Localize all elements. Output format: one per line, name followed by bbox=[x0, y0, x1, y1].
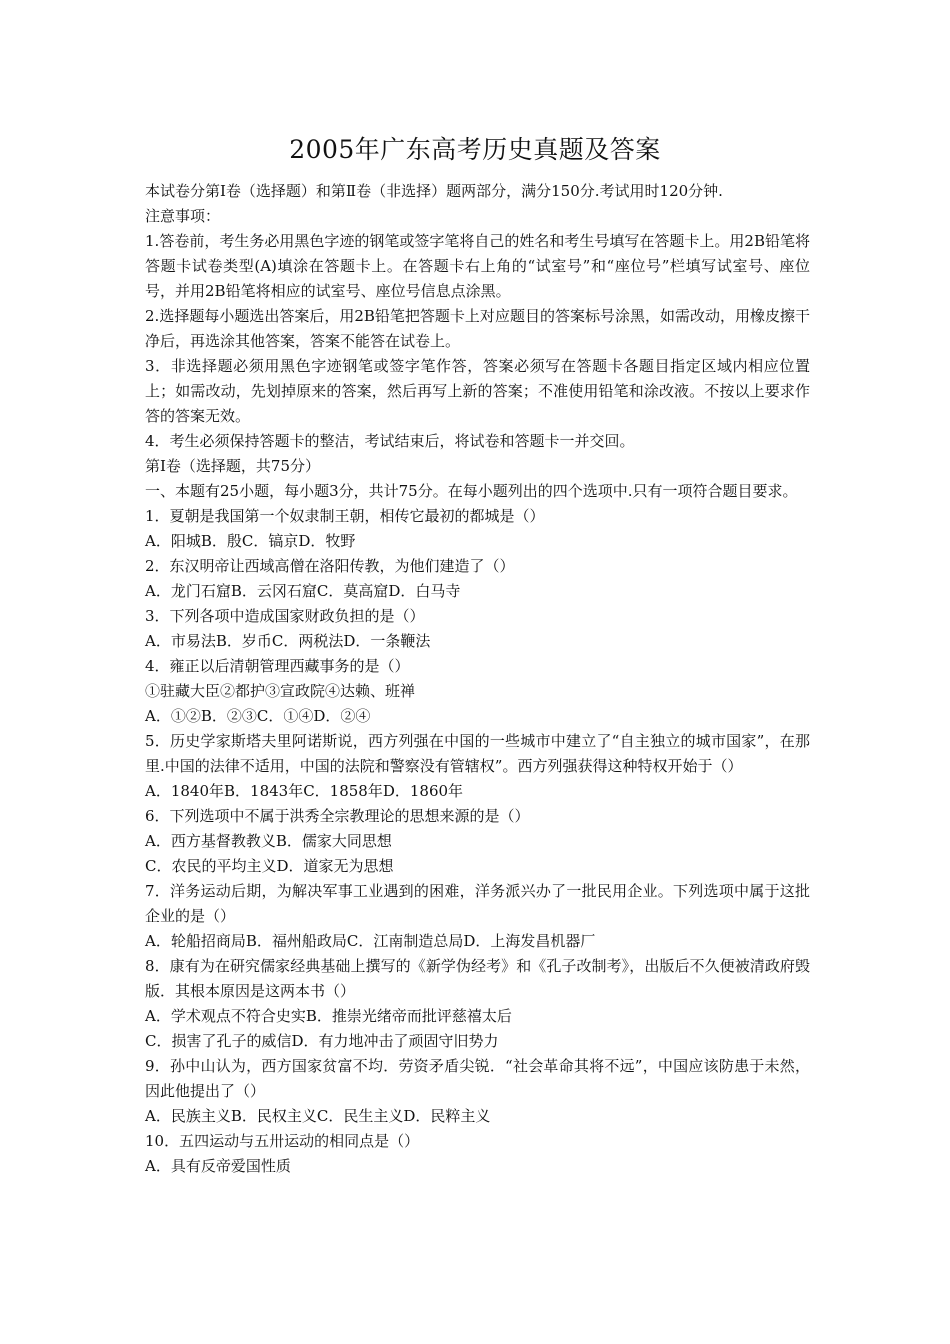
text-line: 1．夏朝是我国第一个奴隶制王朝，相传它最初的都城是（） bbox=[145, 507, 545, 525]
text-line: 1.答卷前，考生务必用黑色字迹的钢笔或签字笔将自己的姓名和考生号填写在答题卡上。用2B铅笔将答题卡试卷类型(A)填涂在答题卡上。在答题卡右上角的“试室号”和“座位号”栏填写试室号、座位号，并用2B铅笔将相应的试室号、座位号信息点涂黑。 bbox=[145, 232, 810, 300]
text-line: 5．历史学家斯塔夫里阿诺斯说，西方列强在中国的一些城市中建立了“自主独立的城市国家”，在那里.中国的法律不适用，中国的法院和警察没有管辖权”。西方列强获得这种特权开始于（） bbox=[145, 732, 810, 775]
text-line: C．损害了孔子的威信D．有力地冲击了顽固守旧势力 bbox=[145, 1032, 499, 1050]
text-line: A．阳城B．殷C．镐京D．牧野 bbox=[145, 532, 356, 550]
text-line: 一、本题有25小题，每小题3分，共计75分。在每小题列出的四个选项中.只有一项符合题目要求。 bbox=[145, 482, 798, 500]
text-line: C．农民的平均主义D．道家无为思想 bbox=[145, 857, 394, 875]
document-title: 2005年广东高考历史真题及答案 bbox=[289, 135, 661, 164]
text-line: A．轮船招商局B．福州船政局C．江南制造总局D．上海发昌机器厂 bbox=[145, 932, 596, 950]
text-line: 第Ⅰ卷（选择题，共75分） bbox=[145, 457, 321, 475]
text-line: 6．下列选项中不属于洪秀全宗教理论的思想来源的是（） bbox=[145, 807, 530, 825]
text-line: 2．东汉明帝让西域高僧在洛阳传教，为他们建造了（） bbox=[145, 557, 515, 575]
text-line: A．龙门石窟B．云冈石窟C．莫高窟D．白马寺 bbox=[145, 582, 461, 600]
text-line: A．①②B．②③C．①④D．②④ bbox=[145, 707, 371, 725]
text-line: ①驻藏大臣②都护③宣政院④达赖、班禅 bbox=[145, 682, 416, 700]
text-line: 3．下列各项中造成国家财政负担的是（） bbox=[145, 607, 425, 625]
text-line: A．1840年B．1843年C．1858年D．1860年 bbox=[145, 782, 464, 800]
text-line: 9．孙中山认为，西方国家贫富不均．劳资矛盾尖锐．“社会革命其将不远”，中国应该防患于未然，因此他提出了（） bbox=[145, 1057, 810, 1100]
text-line: 4．雍正以后清朝管理西藏事务的是（） bbox=[145, 657, 410, 675]
text-line: 3．非选择题必须用黑色字迹钢笔或签字笔作答，答案必须写在答题卡各题目指定区域内相应位置上；如需改动，先划掉原来的答案，然后再写上新的答案；不准使用铅笔和涂改液。不按以上要求作答的答案无效。 bbox=[145, 357, 810, 425]
text-line: 本试卷分第Ⅰ卷（选择题）和第Ⅱ卷（非选择）题两部分，满分150分.考试用时120分钟. bbox=[145, 182, 723, 200]
text-line: 2.选择题每小题选出答案后，用2B铅笔把答题卡上对应题目的答案标号涂黑，如需改动，用橡皮擦干净后，再选涂其他答案，答案不能答在试卷上。 bbox=[145, 307, 810, 350]
text-line: A．民族主义B．民权主义C．民生主义D．民粹主义 bbox=[145, 1107, 491, 1125]
text-line: A．市易法B．岁币C．两税法D．一条鞭法 bbox=[145, 632, 431, 650]
text-line: 4．考生必须保持答题卡的整洁，考试结束后，将试卷和答题卡一并交回。 bbox=[145, 432, 635, 450]
text-line: A．西方基督教教义B．儒家大同思想 bbox=[145, 832, 392, 850]
text-line: 10．五四运动与五卅运动的相同点是（） bbox=[145, 1132, 420, 1150]
text-line: 7．洋务运动后期，为解决军事工业遇到的困难，洋务派兴办了一批民用企业。下列选项中属于这批企业的是（） bbox=[145, 882, 810, 925]
text-line: A．具有反帝爱国性质 bbox=[145, 1157, 291, 1175]
document-body bbox=[145, 179, 810, 1179]
text-line: 8．康有为在研究儒家经典基础上撰写的《新学伪经考》和《孔子改制考》，出版后不久便被清政府毁版．其根本原因是这两本书（） bbox=[145, 957, 810, 1000]
text-line: A．学术观点不符合史实B．推崇光绪帝而批评慈禧太后 bbox=[145, 1007, 512, 1025]
text-line: 注意事项： bbox=[145, 207, 221, 225]
